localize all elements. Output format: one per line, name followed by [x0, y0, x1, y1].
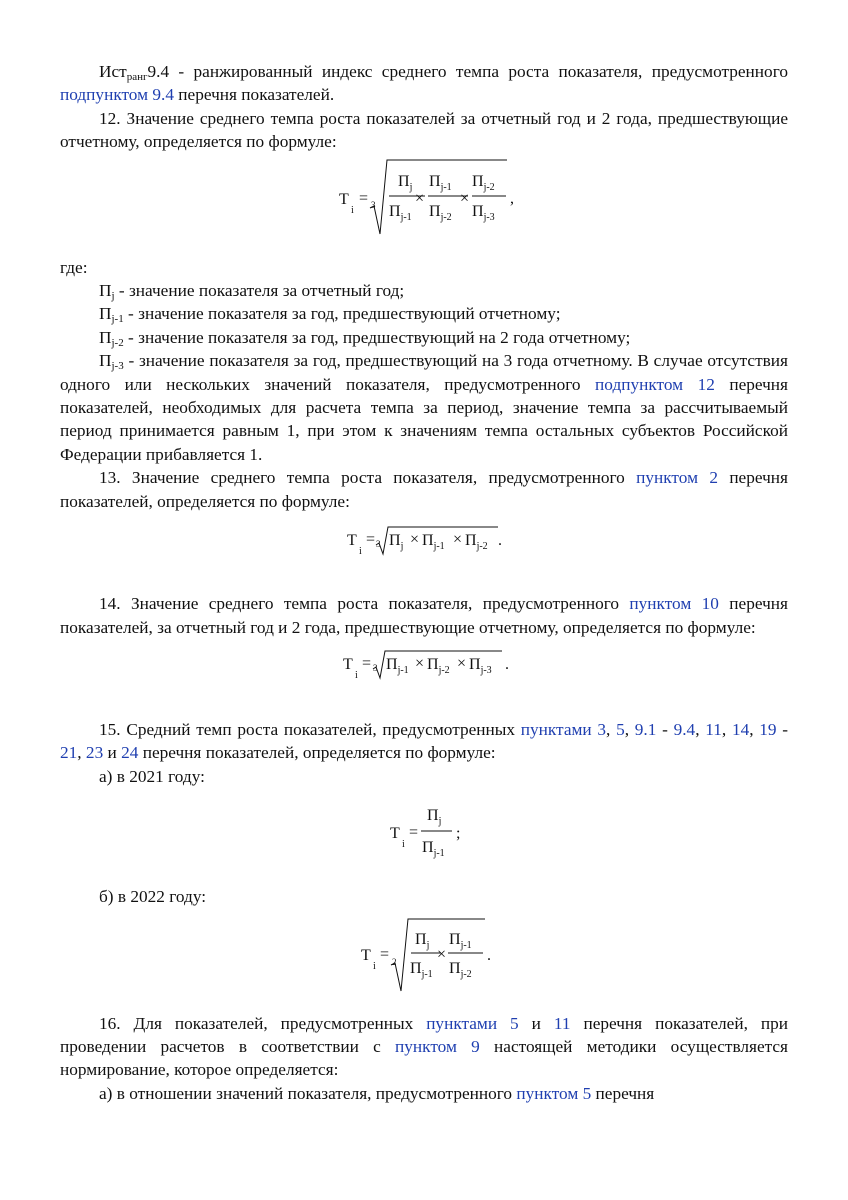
num-P-j: $П_j$: [427, 807, 442, 828]
ist-tail: перечня показателей.: [173, 85, 335, 105]
num-P-j: $П_j$: [415, 930, 430, 951]
num-P-j: $П_j$: [398, 172, 413, 193]
definition-p-j-3: $П_{j-3}$ - значение показателя за год, предшествующий на 3 года отчетному. В случае отсутствия одного или нескольких значений показателя, предусмотренного подпунктом 12 перечня показателей, необходимых для расчета темпа за период, значение темпа за рассчитываемый период принимается равным 1, при этом к значениям темпа остальных субъектов Российской Федерации прибавляется 1.: [60, 351, 789, 464]
radical-sign: [60, 639, 788, 718]
where-label: где:: [60, 257, 88, 277]
num-P-j-2: $П_{j-2}$: [472, 172, 495, 193]
formula-index-i: i: [359, 546, 362, 558]
link-point-11[interactable]: 11: [705, 719, 722, 739]
term-P-j-1: $П_{j-1}$: [422, 532, 445, 553]
paragraph-ist-rang: [60, 60, 788, 107]
link-point-5[interactable]: пунктом 5: [516, 1083, 592, 1103]
formula-14: [60, 639, 788, 718]
formula-equals: =: [380, 945, 390, 963]
root-index-3: 3: [371, 199, 376, 210]
link-subpoint-12[interactable]: подпунктом 12: [595, 374, 715, 394]
ist-text: 9.4 - ранжированный индекс среднего темпа роста показателя, предусмотренного: [147, 62, 788, 81]
formula-comma: ,: [510, 189, 514, 207]
formula-equals: =: [362, 654, 372, 672]
root-index-3: 3: [373, 662, 378, 673]
definition-p-j-1: $П_{j-1}$ - значение показателя за год, предшествующий отчетному;: [99, 304, 561, 326]
times-1: ×: [415, 654, 425, 672]
formula-T: Т: [343, 655, 353, 673]
definition-p-j-2: $П_{j-2}$ - значение показателя за год, предшествующий на 2 года отчетному;: [99, 327, 631, 349]
formula-dot: .: [505, 655, 509, 673]
den-P-j-3: $П_{j-3}$: [472, 202, 495, 223]
formula-13: [60, 513, 788, 592]
formula-semicolon: ;: [456, 825, 461, 843]
link-point-10[interactable]: пунктом 10: [629, 594, 719, 614]
paragraph-16: 16. Для показателей, предусмотренных пунктами 5 и 11 перечня показателей, при проведении расчетов в соответствии с пунктом 9 настоящей методики осуществляется нормирование, которое определяется:: [60, 1013, 789, 1080]
num-P-j-1: $П_{j-1}$: [429, 172, 452, 193]
paragraph-16-a: а) в отношении значений показателя, предусмотренного пунктом 5 перечня: [99, 1083, 655, 1103]
times-1: ×: [437, 945, 447, 963]
def-sub-j-2: j-2: [111, 336, 124, 349]
link-points-5[interactable]: пунктами 5: [426, 1013, 519, 1033]
link-point-24[interactable]: 24: [121, 743, 139, 763]
definition-p-j: $П_j$ - значение показателя за отчетный год;: [99, 281, 405, 303]
formula-2022: [60, 909, 788, 1012]
paragraph-14: 14. Значение среднего темпа роста показателя, предусмотренного пунктом 10 перечня показателей, за отчетный год и 2 года, предшествующие отчетному, определяется по формуле:: [60, 594, 788, 637]
den-P-j-1: $П_{j-1}$: [422, 839, 445, 860]
paragraph-12: 12. Значение среднего темпа роста показателей за отчетный год и 2 года, предшествующие отчетному, определяется по формуле:: [60, 108, 788, 152]
ist-subscript: ранг: [126, 71, 148, 83]
link-points-3[interactable]: пунктами 3: [520, 719, 607, 739]
term-P-j-1: $П_{j-1}$: [386, 655, 409, 676]
term-P-j-3: $П_{j-3}$: [469, 655, 492, 676]
den-P-j-1: $П_{j-1}$: [389, 202, 412, 223]
formula-T: Т: [347, 532, 357, 550]
num-P-j-1: $П_{j-1}$: [449, 930, 472, 951]
term-P-j: $П_j$: [389, 532, 404, 553]
formula-index-i: i: [402, 839, 405, 851]
formula-dot: .: [498, 532, 502, 550]
times-2: ×: [457, 654, 467, 672]
den-P-j-2: $П_{j-2}$: [449, 959, 472, 980]
def-sub-j-1: j-1: [111, 313, 124, 326]
times-1: ×: [415, 189, 425, 207]
def-sub-j-3: j-3: [111, 360, 124, 373]
term-P-j-2: $П_{j-2}$: [465, 532, 488, 553]
link-point-14[interactable]: 14: [731, 719, 750, 739]
link-point-21[interactable]: 21: [60, 743, 78, 763]
formula-equals: =: [359, 189, 369, 207]
formula-T: Т: [361, 946, 371, 964]
formula-12: [60, 154, 788, 256]
formula-index-i: i: [355, 669, 358, 681]
den-P-j-2: $П_{j-2}$: [429, 202, 452, 223]
paragraph-15: 15. Средний темп роста показателей, предусмотренных пунктами 3, 5, 9.1 - 9.4, 11, 14, 19 - 21, 23 и 24 перечня показателей, определяется по формуле:: [60, 719, 789, 763]
formula-index-i: i: [351, 204, 354, 216]
link-point-9-1[interactable]: 9.1: [634, 719, 657, 739]
link-point-2[interactable]: пунктом 2: [636, 468, 718, 488]
case-2021: а) в 2021 году:: [99, 766, 205, 786]
formula-equals: =: [409, 824, 419, 842]
paragraph-13: 13. Значение среднего темпа роста показателя, предусмотренного пунктом 2 перечня показателей, определяется по формуле:: [60, 468, 789, 511]
link-point-19[interactable]: 19: [759, 719, 777, 739]
times-1: ×: [410, 531, 420, 549]
link-subpoint-9-4[interactable]: подпунктом 9.4: [60, 85, 174, 105]
term-P-j-2: $П_{j-2}$: [427, 655, 450, 676]
link-point-23[interactable]: 23: [85, 743, 104, 763]
link-point-5[interactable]: 5: [616, 719, 625, 739]
def-sub-j: j: [111, 290, 115, 303]
root-index-2: 2: [392, 956, 397, 967]
formula-equals: =: [366, 531, 376, 549]
link-point-9[interactable]: пунктом 9: [395, 1036, 480, 1056]
case-2022: б) в 2022 году:: [99, 887, 207, 907]
formula-T: Т: [390, 825, 400, 843]
den-P-j-1: $П_{j-1}$: [410, 959, 433, 980]
ist-prefix: Ист: [99, 62, 127, 81]
root-index-3: 3: [376, 539, 381, 550]
link-point-9-4[interactable]: 9.4: [673, 719, 696, 739]
times-2: ×: [453, 531, 463, 549]
times-2: ×: [460, 189, 470, 207]
formula-index-i: i: [373, 960, 376, 972]
link-point-11[interactable]: 11: [553, 1013, 571, 1033]
document-page: [60, 60, 788, 1105]
formula-2021: [60, 788, 788, 885]
formula-T: Т: [339, 190, 349, 208]
formula-dot: .: [487, 946, 491, 964]
